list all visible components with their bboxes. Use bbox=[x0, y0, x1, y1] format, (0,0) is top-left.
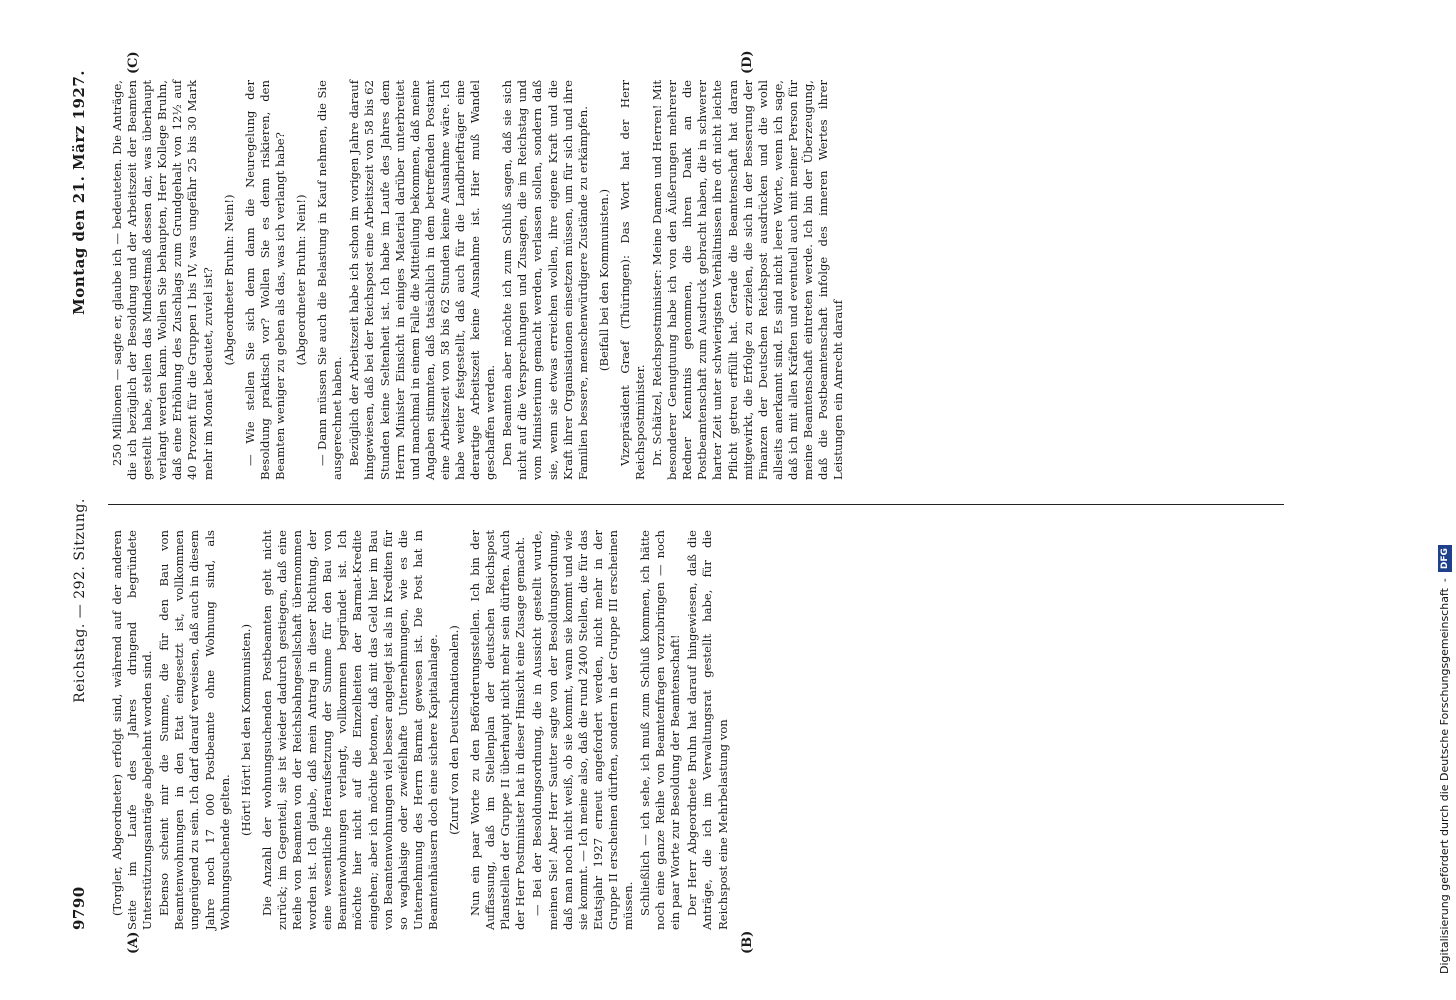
paragraph: Nun ein paar Worte zu den Beförderungsstellen. Ich bin der Auffassung, daß im Stellenplan der deutschen Reichspost Planstellen der Gruppe II überhaupt nicht mehr sein dürften. Auch der Herr Postminister hat in dieser Hinsicht eine Zusage gemacht. bbox=[468, 530, 528, 930]
left-column bbox=[110, 530, 1284, 930]
column-divider bbox=[108, 504, 1284, 505]
paragraph: — Wie stellen Sie sich denn dann die Neuregelung der Besoldung praktisch vor? Wollen Sie es denn riskieren, den Beamten weniger zu geben als das, was ich verlangt habe? bbox=[242, 80, 287, 480]
interjection: (Beifall bei den Kommunisten.) bbox=[596, 188, 611, 372]
digitization-credit-strip bbox=[1404, 0, 1451, 1000]
margin-marker-b: (B) bbox=[740, 930, 755, 954]
margin-marker-a: (A) bbox=[126, 931, 141, 954]
paragraph: Die Anzahl der wohnungsuchenden Postbeamten geht nicht zurück; im Gegenteil, sie ist wieder dadurch gestiegen, daß eine Reihe von Beamten von der Reichsbahngesellschaft übernommen worden ist. Ich glaube, daß mein Antrag in dieser Richtung, der eine wesentliche Heraufsetzung der Summe für den Bau von Beamtenwohnungen verlangt, vollkommen begründet ist. Ich möchte hier nicht auf die Einzelheiten der Barmat-Kredite eingehen; aber ich möchte betonen, daß mit das Geld hier im Bau von Beamtenwohnungen viel besser angelegt ist als in Krediten für so waghalsige oder zweifelhafte Unternehmungen, wie es die Unternehmung des Herrn Barmat gewesen ist. Die Post hat in Beamtenhäusern doch eine sichere Kapitalanlage. bbox=[259, 530, 440, 930]
paragraph: 250 Millionen — sagte er, glaube ich — bedeuteten. Die Anträge, die ich bezüglich der Besoldung und der Arbeitszeit der Beamten gestellt habe, stellen das Mindestmaß dessen dar, was überhaupt verlangt werden kann. Wollen Sie behaupten, Herr Kollege Bruhn, daß eine Erhöhung des Zuschlags zum Grundgehalt von 12½ auf 40 Prozent für die Gruppen I bis IV, was ungefähr 25 bis 30 Mark mehr im Monat bedeutet, zuviel ist? bbox=[110, 80, 215, 480]
margin-marker-c: (C) bbox=[126, 51, 141, 74]
paragraph: — Dann müssen Sie auch die Belastung in Kauf nehmen, die Sie ausgerechnet haben. bbox=[315, 80, 345, 480]
paragraph: Vizepräsident Graef (Thüringen): Das Wort hat der Herr Reichspostminister. bbox=[617, 80, 647, 480]
page-number: 9790 bbox=[70, 886, 88, 930]
paragraph: Bezüglich der Arbeitszeit habe ich schon im vorigen Jahre darauf hingewiesen, daß bei der Reichspost eine Arbeitszeit von 58 bis 62 Stunden keine Seltenheit ist. Ich habe im Laufe des Jahres dem Herrn Minister Einsicht in einiges Material darüber unterbreitet und manchmal in einem Falle die Mitteilung bekommen, daß meine Angaben stimmten, daß tatsächlich in dem betreffenden Postamt eine Arbeitszeit von 58 bis 62 Stunden keine Ausnahme wäre. Ich habe weiter festgestellt, daß auch für die Landbriefträger eine derartige Arbeitszeit keine Ausnahme ist. Hier muß Wandel geschaffen werden. bbox=[347, 80, 498, 480]
interjection: (Abgeordneter Bruhn: Nein!) bbox=[221, 194, 236, 366]
interjection: (Zuruf von den Deutschnationalen.) bbox=[446, 625, 461, 835]
session-title: Reichstag. — 292. Sitzung. bbox=[72, 498, 88, 703]
page-header bbox=[70, 70, 102, 930]
interjection: (Abgeordneter Bruhn: Nein!) bbox=[294, 194, 309, 366]
interjection: (Hört! Hört! bei den Kommunisten.) bbox=[238, 624, 253, 837]
dfg-logo: DFG bbox=[1438, 545, 1452, 572]
paragraph: Schließlich — ich sehe, ich muß zum Schluß kommen, ich hätte noch eine ganze Reihe von Beamtenfragen vorzubringen — noch ein paar Worte zur Besoldung der Beamtenschaft! bbox=[638, 530, 683, 930]
digitization-credit: Digitalisierung gefördert durch die Deutsche Forschungsgemeinschaft - DFG bbox=[1434, 0, 1456, 980]
paragraph: Den Beamten aber möchte ich zum Schluß sagen, daß sie sich nicht auf die Versprechungen und Zusagen, die im Reichstag und vom Ministerium gemacht werden, verlassen sollen, sondern daß sie, wenn sie etwas erreichen wollen, ihre eigene Kraft und die Kraft ihrer Organisationen einsetzen müssen, um für sich und ihre Familien bessere, menschenwürdigere Zustände zu erkämpfen. bbox=[500, 80, 590, 480]
margin-marker-d: (D) bbox=[740, 50, 755, 74]
paragraph: — Bei der Besoldungsordnung, die in Aussicht gestellt wurde, meinen Sie! Aber Herr Sautter sagte von der Besoldungsordnung, daß man noch nicht weiß, ob sie kommt, wann sie kommt und wie sie kommt. — Ich meine also, daß die rund 2400 Stellen, die für das Etatsjahr 1927 erneut angefordert werden, nicht mehr in der Gruppe II erscheinen dürften, sondern in der Gruppe III erscheinen müssen. bbox=[530, 530, 635, 930]
session-date: Montag den 21. März 1927. bbox=[70, 70, 88, 315]
credit-text: Digitalisierung gefördert durch die Deutsche Forschungsgemeinschaft bbox=[1438, 588, 1451, 974]
paragraph: Der Herr Abgeordnete Bruhn hat darauf hingewiesen, daß die Anträge, die ich im Verwaltungsrat gestellt habe, für die Reichspost eine Mehrbelastung von bbox=[685, 530, 730, 930]
right-column bbox=[110, 80, 1284, 480]
paragraph: Dr. Schätzel, Reichspostminister: Meine Damen und Herren! Mit besonderer Genugtuung habe ich von den Äußerungen mehrerer Redner Kenntnis genommen, die ihren Dank an die Postbeamtenschaft zum Ausdruck gebracht haben, die in schwerer harter Zeit unter schwierigsten Verhältnissen ihre oft nicht leichte Pflicht getreu erfüllt hat. Gerade die Beamtenschaft hat daran mitgewirkt, die Erfolge zu erzielen, die sich in der Besserung der Finanzen der Deutschen Reichspost ausdrücken und die wohl allseits anerkannt sind. Es sind nicht leere Worte, wenn ich sage, daß ich mit allen Kräften und eventuell auch mit meiner Person für meine Beamtenschaft eintreten werde. Ich bin der Überzeugung, daß die Postbeamtenschaft infolge des inneren Wertes ihrer Leistungen ein Anrecht darauf bbox=[650, 80, 846, 480]
paragraph: Ebenso scheint mir die Summe, die für den Bau von Beamtenwohnungen in den Etat eingesetzt ist, vollkommen ungenügend zu sein. Ich darf darauf verweisen, daß auch in diesem Jahre noch 17 000 Postbeamte ohne Wohnung sind, als Wohnungsuchende gelten. bbox=[157, 530, 232, 930]
paragraph: (Torgler, Abgeordneter) erfolgt sind, während auf der anderen Seite im Laufe des Jahres dringend begründete Unterstützungsanträge abgelehnt worden sind. bbox=[110, 530, 155, 930]
